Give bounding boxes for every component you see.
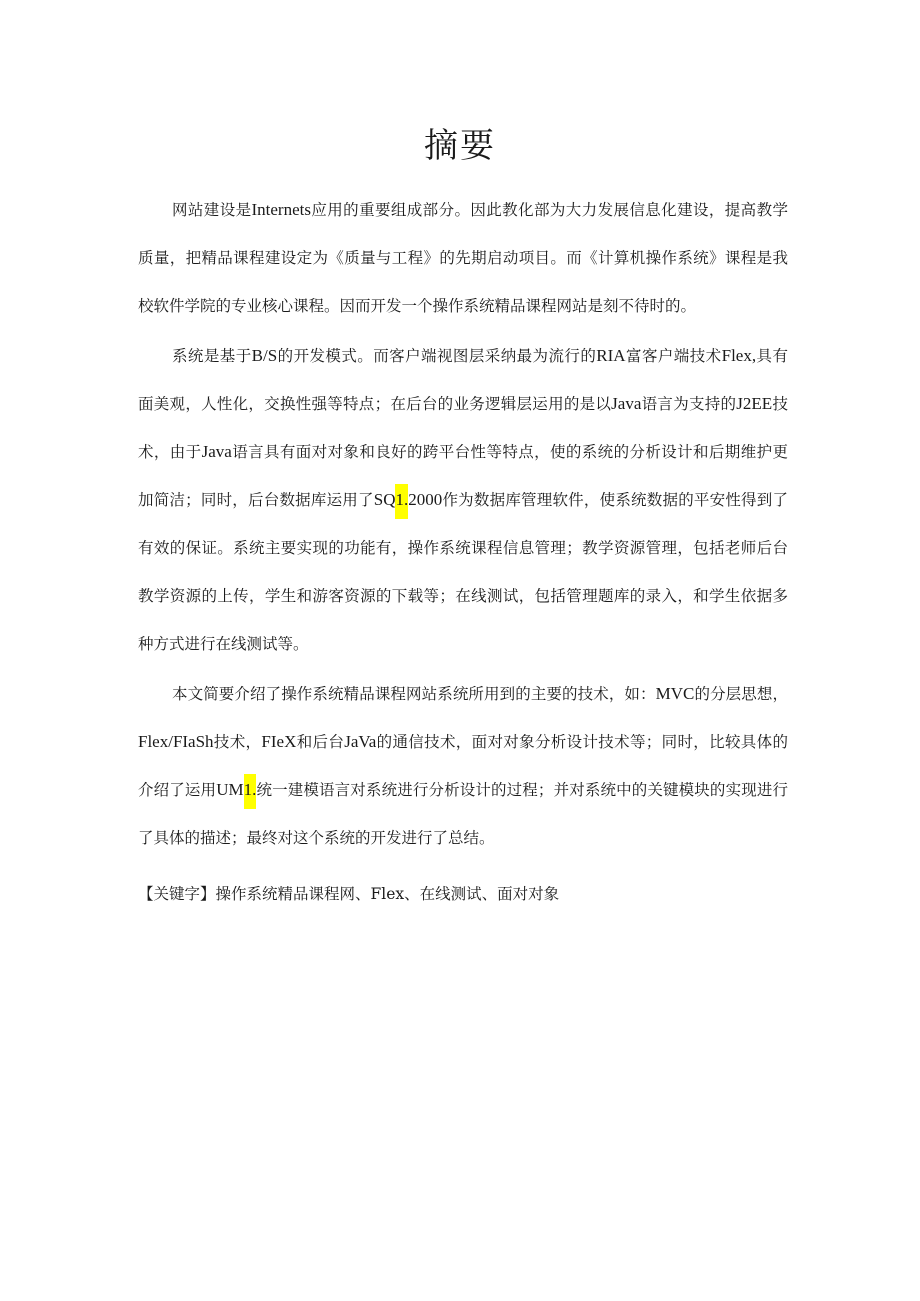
text-run-latin: FIeX	[261, 732, 297, 751]
text-run: 技术，	[213, 733, 262, 751]
text-run: 的分层思想，	[694, 685, 788, 703]
text-run-latin: RIA	[596, 346, 626, 365]
text-run: 富客户端技术	[625, 347, 722, 365]
text-run: 和后台	[296, 733, 345, 751]
keywords-line	[138, 876, 788, 912]
page-title: 摘要	[424, 126, 496, 166]
text-run: 语言为支持的	[641, 395, 737, 413]
text-run-latin: Java	[611, 394, 642, 413]
keywords-text: 操作系统精品课程网、Flex、在线测试、面对对象	[215, 885, 560, 903]
text-run: 统一建模语言对系统进行分析设计的过程；并对系统中的关键模块的实现进行了具体的描述；最终对这个系统的开发进行了总结。	[138, 781, 788, 847]
text-run-latin: Java	[201, 442, 232, 461]
text-run-latin: SQ	[373, 490, 396, 509]
text-run: 技术，由于	[138, 395, 788, 461]
text-run: 作为数据库管理软件，使系统数据的平安性得到了有效的保证。系统主要实现的功能有，操作系统课程信息管理；教学资源管理，包括老师后台教学资源的上传，学生和游客资源的下载等；在线测试，包括管理题库的录入，和学生依据多种方式进行在线测试等。	[138, 491, 788, 653]
text-run-latin: Flex,	[721, 346, 757, 365]
text-run-latin: Flex/FIaSh	[138, 732, 214, 751]
abstract-paragraph-3	[138, 670, 788, 862]
text-run-latin: J2EE	[736, 394, 773, 413]
text-run: 本文简要介绍了操作系统精品课程网站系统所用到的主要的技术，如：	[172, 685, 656, 703]
abstract-paragraph-1	[138, 186, 788, 330]
highlighted-text: 1.	[244, 774, 257, 809]
text-run: 语言具有面对对象和良好的跨平台性等特点，使的系统的分析设计和后期维护更加简洁；同时，后台数据库运用了	[138, 443, 788, 509]
highlighted-text: 1.	[395, 484, 408, 519]
text-run-latin: MVC	[655, 684, 695, 703]
text-run: 的开发模式。而客户端视图层采纳最为流行的	[277, 347, 597, 365]
abstract-paragraph-2	[138, 332, 788, 668]
text-run: 的通信技术，面对对象分析设计技术等；同时，比较具体的介绍了运用	[138, 733, 788, 799]
text-run: 系统是基于	[172, 347, 252, 365]
text-run-latin: JaVa	[344, 732, 377, 751]
text-run: 应用的重要组成部分。因此教化部为大力发展信息化建设，提高教学质量，把精品课程建设定为《质量与工程》的先期启动项目。而《计算机操作系统》课程是我校软件学院的专业核心课程。因而开发一个操作系统精品课程网站是刻不待时的。	[138, 201, 788, 315]
keywords-label: 【关键字】	[138, 885, 216, 903]
text-run-latin: UM	[216, 780, 244, 799]
text-run: 网站建设是	[172, 201, 252, 219]
text-run-latin: B/S	[251, 346, 278, 365]
text-run-latin: 2000	[408, 490, 443, 509]
text-run-latin: Internets	[251, 200, 311, 219]
text-run: 具有面美观，人性化，交换性强等特点；在后台的业务逻辑层运用的是以	[138, 347, 788, 413]
